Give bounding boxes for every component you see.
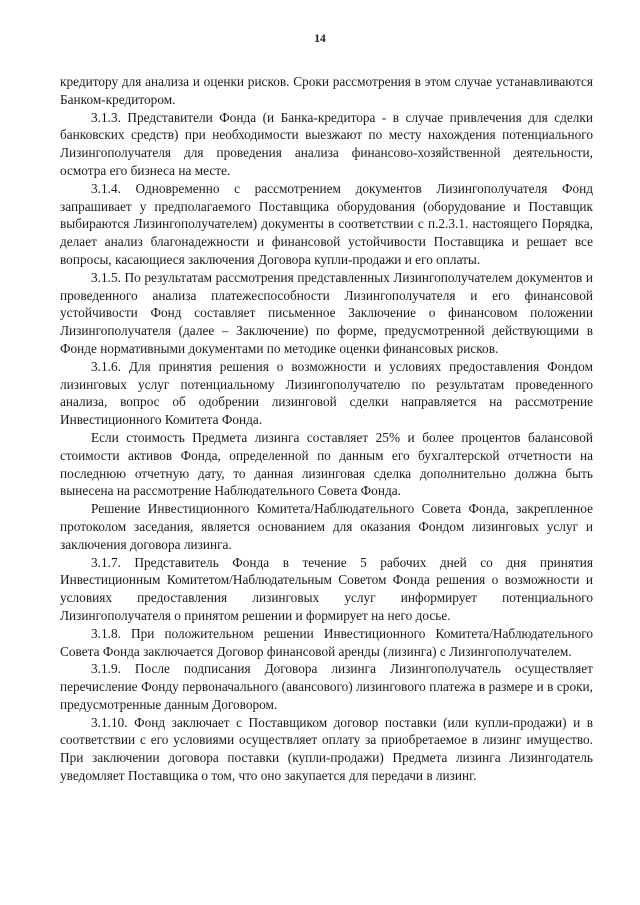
paragraph-asset-threshold: Если стоимость Предмета лизинга составляет 25% и более процентов балансовой стоимости активов Фонда, определенной по данным его бухгалтерской отчетности на последнюю отчетную дату, то данная лизинговая сделка дополнительно должна быть вынесена на рассмотрение Наблюдательного Совета Фонда. — [60, 429, 593, 499]
paragraph-3-1-5: 3.1.5. По результатам рассмотрения представленных Лизингополучателем документов и проведенного анализа платежеспособности Лизингополучателя и его финансовой устойчивости Фонд составляет письменное Заключение о финансовом положении Лизингополучателя (далее – Заключение) по форме, предусмотренной действующими в Фонде нормативными документами по методике оценки финансовых рисков. — [60, 269, 593, 356]
paragraph-3-1-10: 3.1.10. Фонд заключает с Поставщиком договор поставки (или купли-продажи) и в соответствии с его условиями осуществляет оплату за приобретаемое в лизинг имущество. При заключении договора поставки (купли-продажи) Предмета лизинга Лизингодатель уведомляет Поставщика о том, что оно закупается для передачи в лизинг. — [60, 714, 593, 784]
paragraph-3-1-6: 3.1.6. Для принятия решения о возможности и условиях предоставления Фондом лизинговых услуг потенциальному Лизингополучателю по результатам проведенного анализа, вопрос об одобрении лизинговой сделки направляется на рассмотрение Инвестиционного Комитета Фонда. — [60, 358, 593, 428]
document-body — [60, 73, 593, 785]
paragraph-committee-decision: Решение Инвестиционного Комитета/Наблюдательного Совета Фонда, закрепленное протоколом заседания, является основанием для оказания Фондом лизинговых услуг и заключения договора лизинга. — [60, 501, 593, 552]
paragraph-3-1-9: 3.1.9. После подписания Договора лизинга Лизингополучатель осуществляет перечисление Фонду первоначального (авансового) лизингового платежа в размере и в сроки, предусмотренные данным Договором. — [60, 661, 593, 712]
paragraph-3-1-7: 3.1.7. Представитель Фонда в течение 5 рабочих дней со дня принятия Инвестиционным Комитетом/Наблюдательным Советом Фонда решения о возможности и условиях предоставления лизинговых услуг информирует потенциального Лизингополучателя о принятом решении и формирует на него досье. — [60, 554, 593, 623]
paragraph-3-1-3: 3.1.3. Представители Фонда (и Банка-кредитора - в случае привлечения для сделки банковских средств) при необходимости выезжают по месту нахождения потенциального Лизингополучателя для проведения анализа финансово-хозяйственной деятельности, осмотра его бизнеса на месте. — [60, 109, 593, 178]
page-number: 14 — [314, 33, 326, 45]
paragraph-3-1-4: 3.1.4. Одновременно с рассмотрением документов Лизингополучателя Фонд запрашивает у предполагаемого Поставщика оборудования (оборудование и Поставщик выбираются Лизингополучателем) документы в соответствии с п.2.3.1. настоящего Порядка, делает анализ благонадежности и финансовой устойчивости Поставщика и решает все вопросы, касающиеся заключения Договора купли-продажи и его оплаты. — [60, 180, 593, 267]
paragraph-3-1-8: 3.1.8. При положительном решении Инвестиционного Комитета/Наблюдательного Совета Фонда заключается Договор финансовой аренды (лизинга) с Лизингополучателем. — [60, 625, 593, 659]
paragraph-continuation: кредитору для анализа и оценки рисков. Сроки рассмотрения в этом случае устанавливаются Банком-кредитором. — [60, 74, 593, 107]
